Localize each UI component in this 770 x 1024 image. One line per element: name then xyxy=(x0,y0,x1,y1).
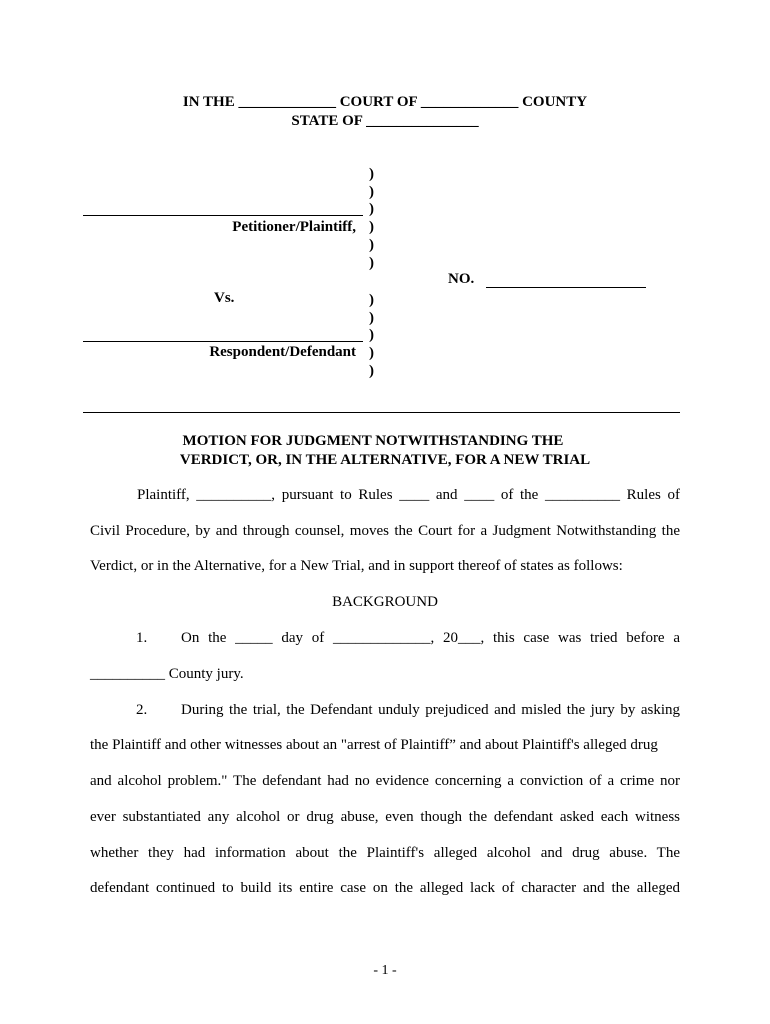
caption-paren: ) xyxy=(369,184,374,200)
case-number-line[interactable] xyxy=(486,287,646,288)
caption-paren: ) xyxy=(369,292,374,308)
motion-title-line1: MOTION FOR JUDGMENT NOTWITHSTANDING THE xyxy=(182,433,564,449)
caption-paren: ) xyxy=(369,219,374,235)
respondent-label: Respondent/Defendant xyxy=(209,344,356,360)
caption-separator xyxy=(83,412,680,413)
caption-paren: ) xyxy=(369,201,374,217)
vs-label: Vs. xyxy=(214,290,235,306)
para2-line-5: whether they had information about the Plaintiff's alleged alcohol and drug abuse. The xyxy=(90,845,680,861)
para1-line-1: On the _____ day of _____________, 20___, this case was tried before a xyxy=(181,630,680,646)
para1-line-2: __________ County jury. xyxy=(90,666,244,682)
court-header-line1: IN THE _____________ COURT OF _____________ COUNTY xyxy=(182,94,588,110)
caption-paren: ) xyxy=(369,237,374,253)
para2-line-1: During the trial, the Defendant unduly prejudiced and misled the jury by asking xyxy=(181,702,680,718)
intro-line-1: Plaintiff, __________, pursuant to Rules ____ and ____ of the __________ Rules of xyxy=(137,487,680,503)
page-number: - 1 - xyxy=(373,963,397,978)
caption-paren: ) xyxy=(369,345,374,361)
background-heading: BACKGROUND xyxy=(332,594,438,610)
petitioner-name-line[interactable] xyxy=(83,215,363,216)
case-number-label: NO. xyxy=(448,271,475,287)
court-header-line2: STATE OF _______________ xyxy=(291,113,479,129)
intro-line-3: Verdict, or in the Alternative, for a New Trial, and in support thereof of states as follows: xyxy=(90,558,623,574)
caption-paren: ) xyxy=(369,255,374,271)
para1-number: 1. xyxy=(136,630,148,646)
motion-title-line2: VERDICT, OR, IN THE ALTERNATIVE, FOR A NEW TRIAL xyxy=(179,452,591,468)
caption-paren: ) xyxy=(369,166,374,182)
para2-line-4: ever substantiated any alcohol or drug abuse, even though the defendant asked each witness xyxy=(90,809,680,825)
caption-paren: ) xyxy=(369,327,374,343)
para2-line-6: defendant continued to build its entire case on the alleged lack of character and the alleged xyxy=(90,880,680,896)
caption-paren: ) xyxy=(369,363,374,379)
intro-line-2: Civil Procedure, by and through counsel, moves the Court for a Judgment Notwithstanding the xyxy=(90,523,680,539)
respondent-name-line[interactable] xyxy=(83,341,363,342)
petitioner-label: Petitioner/Plaintiff, xyxy=(232,219,356,235)
para2-number: 2. xyxy=(136,702,148,718)
para2-line-3: and alcohol problem." The defendant had no evidence concerning a conviction of a crime nor xyxy=(90,773,680,789)
para2-line-2: the Plaintiff and other witnesses about an "arrest of Plaintiff” and about Plaintiff's alleged drug xyxy=(90,737,658,753)
caption-paren: ) xyxy=(369,310,374,326)
